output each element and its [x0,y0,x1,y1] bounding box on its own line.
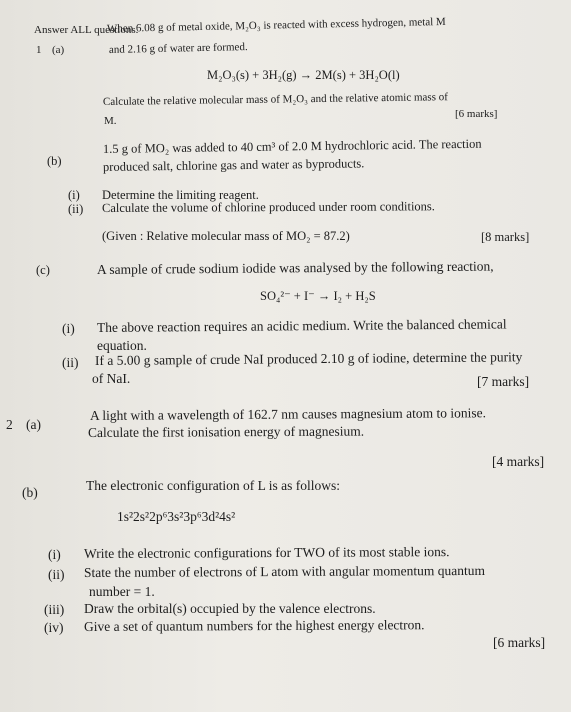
q1b-label: (b) [47,154,62,168]
q1c-ii-label: (ii) [62,355,79,370]
question-1-number: 1 [36,44,42,56]
q1a-line4: M. [104,115,117,127]
q1b-line2: produced salt, chlorine gas and water as byproducts. [102,156,365,174]
q2b-ii-label: (ii) [48,567,65,582]
q1c-label: (c) [36,263,50,277]
q1c-ii-line2: of NaI. [92,371,131,386]
q2b-iv-text: Give a set of quantum numbers for the highest energy electron. [83,617,425,634]
q1b-marks: [8 marks] [481,230,530,244]
q1b-given: (Given : Relative molecular mass of MO₂ = 87.2) [102,229,350,243]
q1a-line3: Calculate the relative molecular mass of M₂O₃ and the relative atomic mass of [102,91,448,108]
q2b-iv-label: (iv) [44,620,64,635]
instructions-header: Answer ALL questions. [34,24,139,36]
q2b-iii-label: (iii) [44,602,65,617]
q1a-equation: M₂O₃(s) + 3H₂(g) → 2M(s) + 3H₂O(l) [207,68,400,82]
q1b-i-label: (i) [68,188,80,202]
q1b-line1: 1.5 g of MO₂ was added to 40 cm³ of 2.0 M hydrochloric acid. The reaction [102,136,482,156]
q1a-label: (a) [52,44,65,56]
question-2-number: 2 [6,417,13,432]
q2b-marks: [6 marks] [493,635,546,650]
q1b-ii-text: Calculate the volume of chlorine produced under room conditions. [101,199,435,215]
q1c-equation: SO₄²⁻ + I⁻ → I₂ + H₂S [260,289,376,303]
q2b-label: (b) [22,485,38,500]
q2a-marks: [4 marks] [492,454,545,469]
q1a-line2: and 2.16 g of water are formed. [108,41,248,56]
q2b-i-text: Write the electronic configurations for TWO of its most stable ions. [83,544,450,561]
q1b-i-text: Determine the limiting reagent. [102,188,259,202]
q2b-ii-line1: State the number of electrons of L atom with angular momentum quantum [83,562,486,580]
q2b-electron-config: 1s²2s²2p⁶3s²3p⁶3d²4s² [117,509,236,524]
q1c-ii-line1: If a 5.00 g sample of crude NaI produced 2.10 g of iodine, determine the purity [94,349,523,368]
q2b-line1: The electronic configuration of L is as follows: [86,478,341,493]
q1c-marks: [7 marks] [477,374,530,389]
q1c-i-label: (i) [62,321,75,336]
q2b-iii-text: Draw the orbital(s) occupied by the valence electrons. [84,601,376,616]
q2a-line2: Calculate the first ionisation energy of magnesium. [87,423,365,440]
q1c-i-line1: The above reaction requires an acidic medium. Write the balanced chemical [96,316,507,335]
q1a-line1: When 6.08 g of metal oxide, M₂O₃ is reacted with excess hydrogen, metal M [106,15,446,35]
q1b-ii-label: (ii) [68,202,84,216]
q2b-i-label: (i) [48,547,61,562]
q1c-i-line2: equation. [97,338,147,353]
q2a-label: (a) [26,417,41,432]
q2a-line1: A light with a wavelength of 162.7 nm causes magnesium atom to ionise. [89,405,486,423]
q1a-marks: [6 marks] [455,108,498,120]
q2b-ii-line2: number = 1. [89,584,155,599]
q1c-line1: A sample of crude sodium iodide was analysed by the following reaction, [96,258,494,277]
